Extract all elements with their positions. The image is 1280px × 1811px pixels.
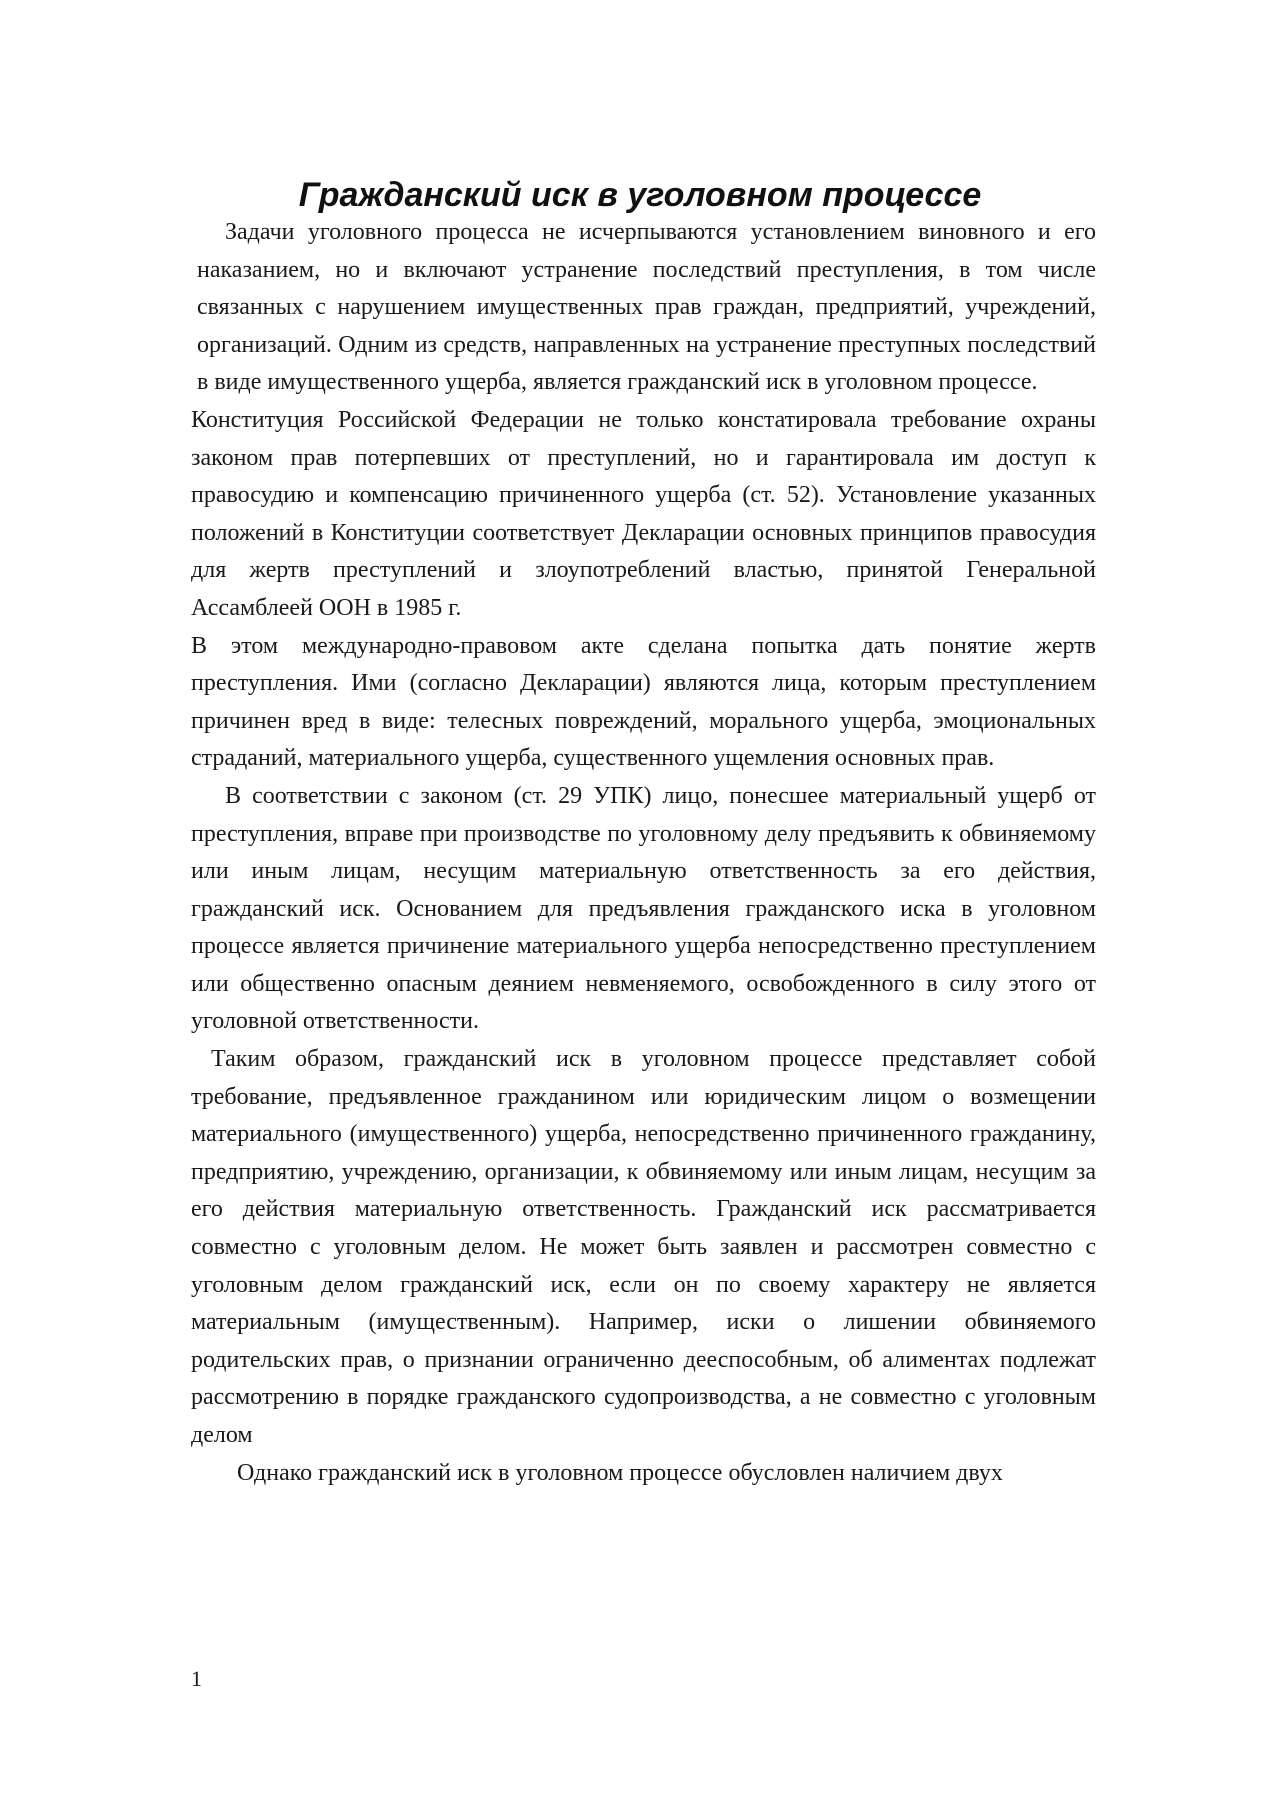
page-number: 1	[191, 1666, 202, 1691]
paragraph-conditions: Однако гражданский иск в уголовном процессе обусловлен наличием двух	[237, 1459, 1003, 1486]
paragraph-tasks-of-criminal-process: Задачи уголовного процесса не исчерпываются установлением виновного и его наказанием, но и включают устранение последствий преступления, в том числе связанных с нарушением имущественных прав граждан, предприятий, учреждений, организаций. Одним из средств, направленных на устранение преступных последствий в виде имущественного ущерба, является гражданский иск в уголовном процессе.	[197, 219, 1096, 396]
document-body	[191, 214, 1096, 1492]
paragraph-article-29: В соответствии с законом (ст. 29 УПК) лицо, понесшее материальный ущерб от преступления, вправе при производстве по уголовному делу предъявить к обвиняемому или иным лицам, несущим материальную ответственность за его действия, гражданский иск. Основанием для предъявления гражданского иска в уголовном процессе является причинение материального ущерба непосредственно преступлением или общественно опасным деянием невменяемого, освобожденного в силу этого от уголовной ответственности.	[191, 782, 1096, 1035]
paragraph-constitution: Конституция Российской Федерации не только констатировала требование охраны законом прав потерпевших от преступлений, но и гарантировала им доступ к правосудию и компенсацию причиненного ущерба (ст. 52). Установление указанных положений в Конституции соответствует Декларации основных принципов правосудия для жертв преступлений и злоупотреблений властью, принятой Генеральной Ассамблеей ООН в 1985 г.	[191, 406, 1096, 621]
paragraph-international-act: В этом международно-правовом акте сделана попытка дать понятие жертв преступления. Ими (согласно Декларации) являются лица, которым преступлением причинен вред в виде: телесных повреждений, морального ущерба, эмоциональных страданий, материального ущерба, существенного ущемления основных прав.	[191, 632, 1096, 772]
document-title: Гражданский иск в уголовном процессе	[298, 175, 982, 214]
paragraph-definition: Таким образом, гражданский иск в уголовном процессе представляет собой требование, предъявленное гражданином или юридическим лицом о возмещении материального (имущественного) ущерба, непосредственно причиненного гражданину, предприятию, учреждению, организации, к обвиняемому или иным лицам, несущим за его действия материальную ответственность. Гражданский иск рассматривается совместно с уголовным делом. Не может быть заявлен и рассмотрен совместно с уголовным делом гражданский иск, если он по своему характеру не является материальным (имущественным). Например, иски о лишении обвиняемого родительских прав, о признании ограниченно дееспособным, об алиментах подлежат рассмотрению в порядке гражданского судопроизводства, а не совместно с уголовным делом	[191, 1046, 1096, 1448]
